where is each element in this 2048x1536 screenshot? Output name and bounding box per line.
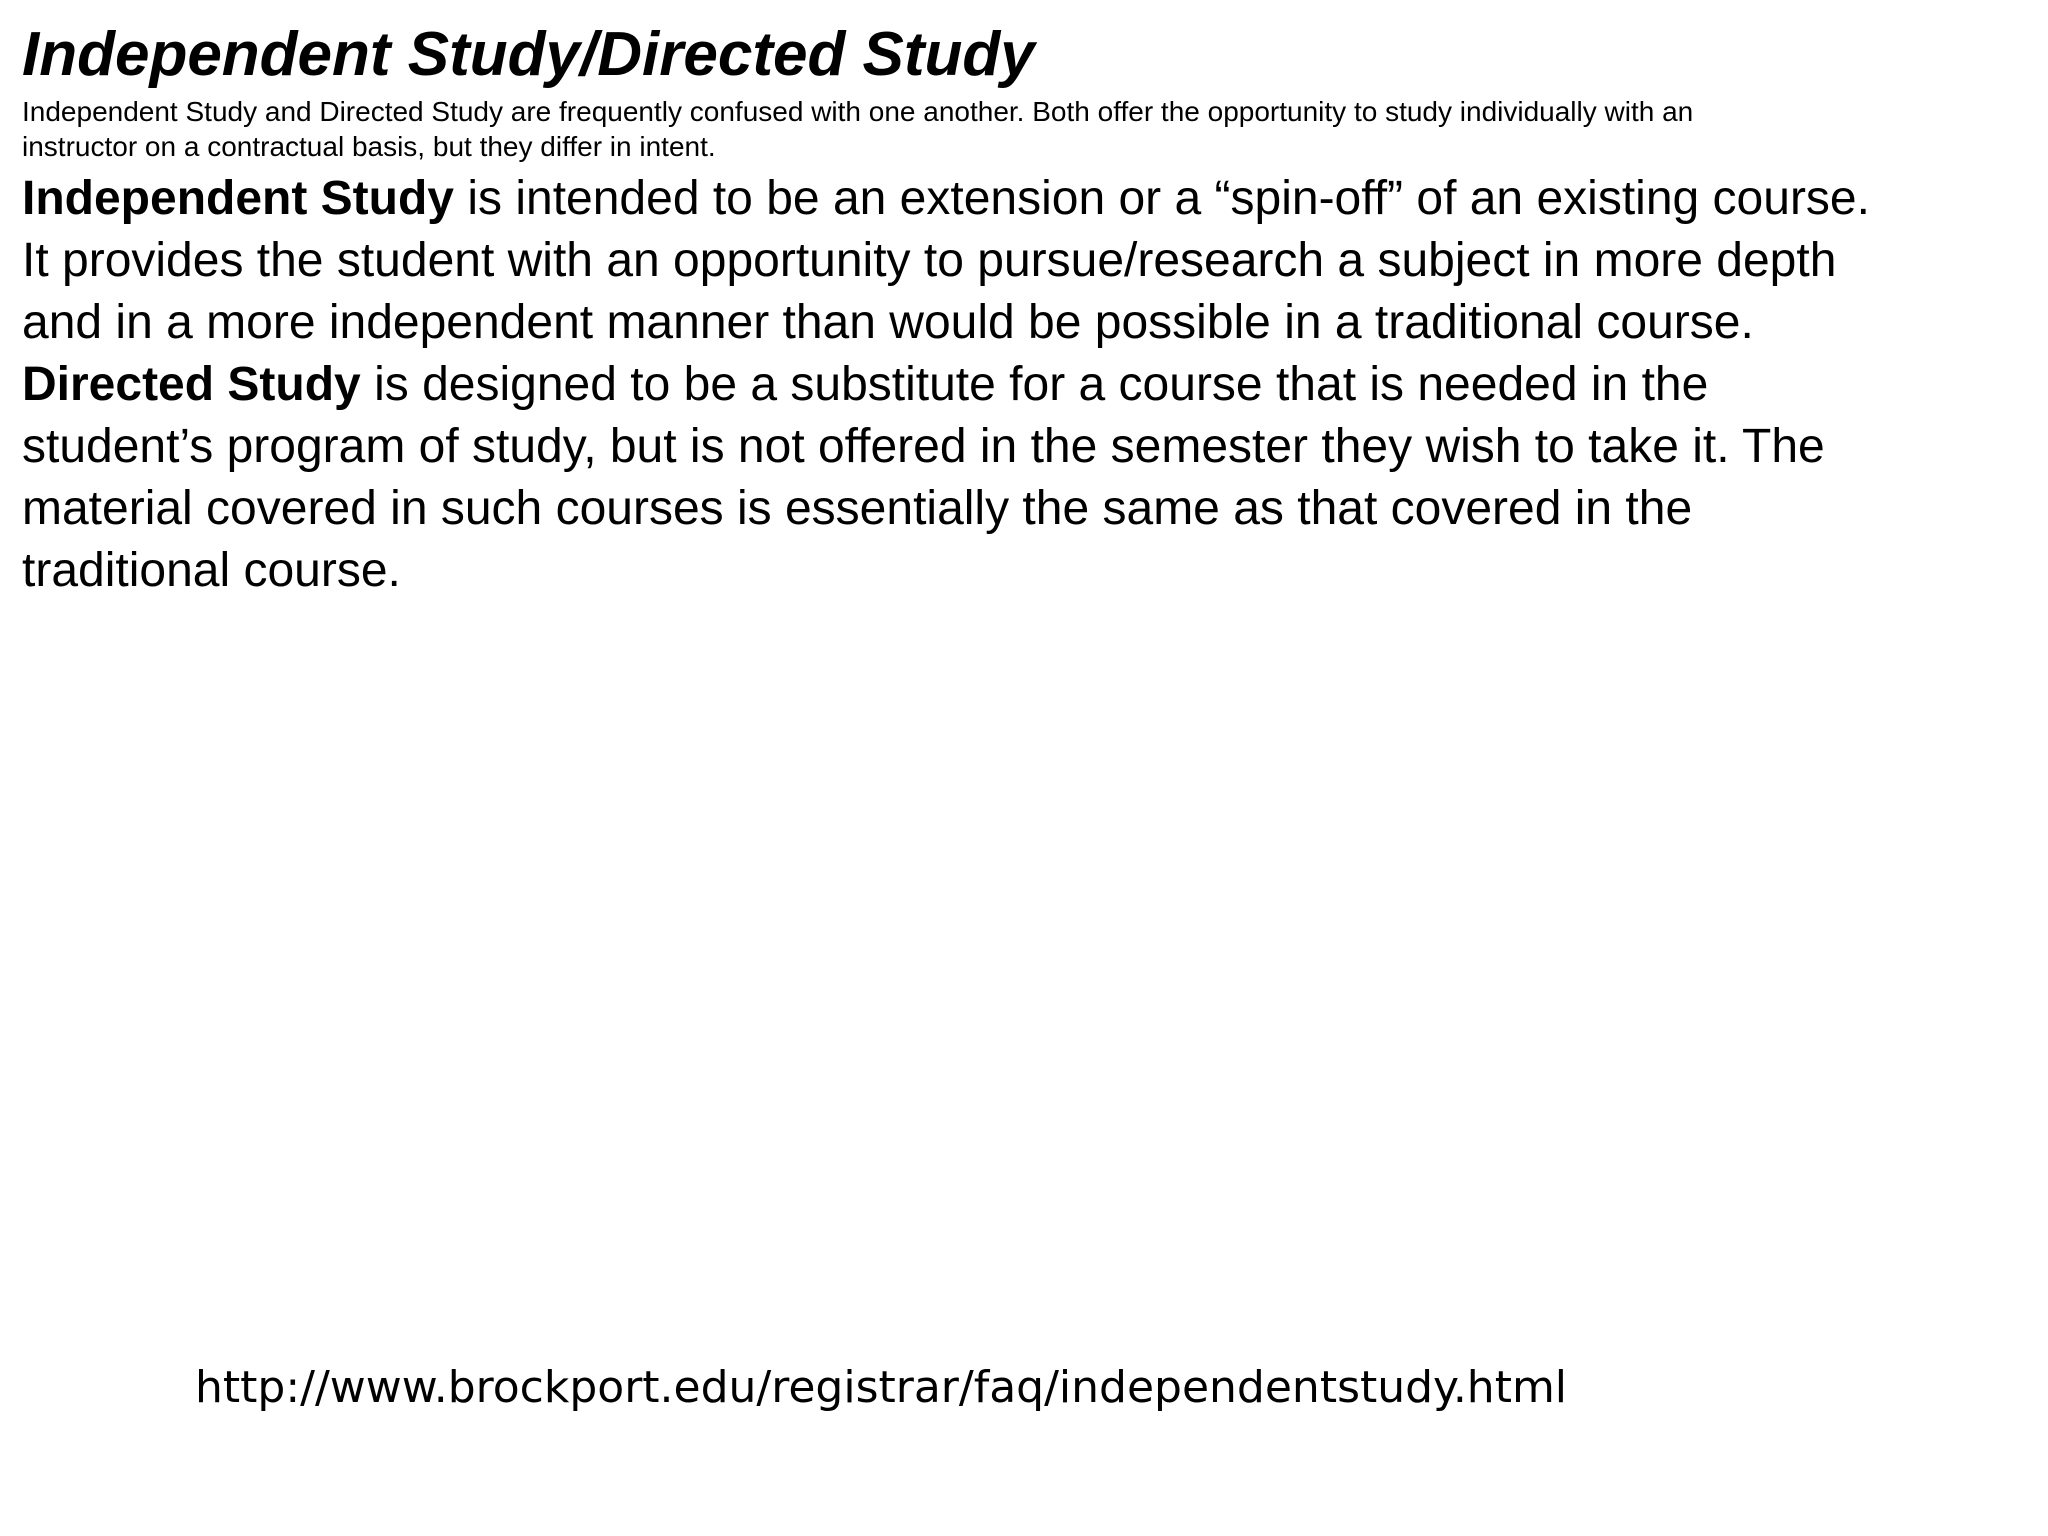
definitions-body <box>22 168 2032 602</box>
independent-study-first-line <box>22 168 2032 230</box>
independent-study-definition <box>22 168 2032 354</box>
source-url: http://www.brockport.edu/registrar/faq/independentstudy.html <box>195 1362 1568 1413</box>
intro-line-1: Independent Study and Directed Study are frequently confused with one another. Both offer the opportunity to study individually with an <box>22 96 1694 127</box>
independent-study-line-2: It provides the student with an opportunity to pursue/research a subject in more depth <box>22 234 1837 287</box>
directed-study-first-line-text: is designed to be a substitute for a course that is needed in the <box>360 358 1709 411</box>
directed-study-term: Directed Study <box>22 358 361 411</box>
independent-study-term: Independent Study <box>22 172 454 225</box>
directed-study-definition <box>22 354 2032 602</box>
directed-study-line-2: student’s program of study, but is not offered in the semester they wish to take it. The <box>22 420 1825 473</box>
intro-paragraph <box>22 94 2012 164</box>
intro-line-2: instructor on a contractual basis, but they differ in intent. <box>22 131 716 162</box>
independent-study-first-line-text: is intended to be an extension or a “spin-off” of an existing course. <box>454 172 1870 225</box>
directed-study-first-line <box>22 354 2032 416</box>
slide-title: Independent Study/Directed Study <box>22 20 1035 89</box>
directed-study-line-3: material covered in such courses is essentially the same as that covered in the <box>22 482 1693 535</box>
directed-study-line-4: traditional course. <box>22 544 401 597</box>
independent-study-line-3: and in a more independent manner than would be possible in a traditional course. <box>22 296 1754 349</box>
